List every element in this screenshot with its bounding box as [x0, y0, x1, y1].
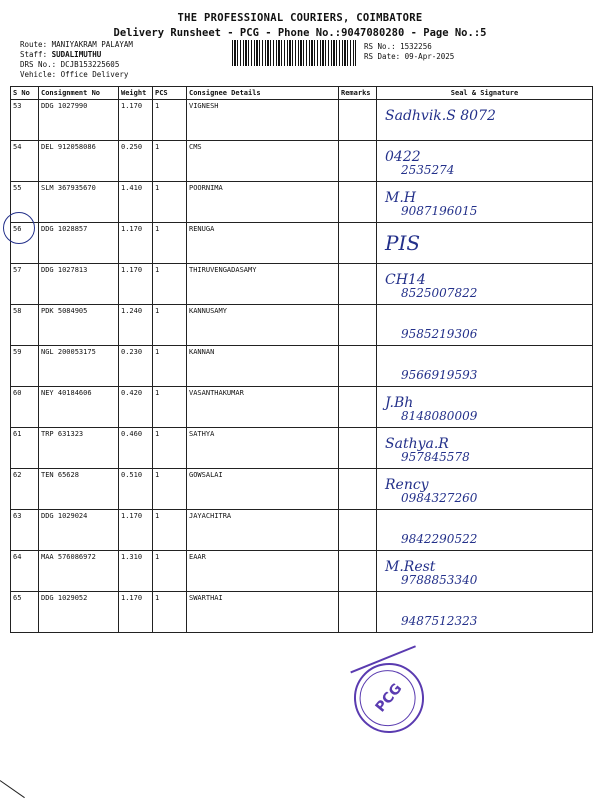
cell-weight: 0.460 — [119, 428, 153, 469]
cell-remarks — [339, 100, 377, 141]
cell-signature — [377, 264, 593, 305]
cell-sno: 62 — [11, 469, 39, 510]
cell-consignee: RENUGA — [187, 223, 339, 264]
barcode — [232, 40, 356, 66]
cell-consignment: DDG 1027990 — [39, 100, 119, 141]
cell-consignment: MAA 576086972 — [39, 551, 119, 592]
cell-consignee: CMS — [187, 141, 339, 182]
col-pcs: PCS — [153, 87, 187, 100]
cell-consignee: KANNAN — [187, 346, 339, 387]
cell-consignment: NEY 40184606 — [39, 387, 119, 428]
pcg-stamp — [340, 649, 439, 748]
cell-pcs: 1 — [153, 592, 187, 633]
cell-sno: 57 — [11, 264, 39, 305]
cell-weight: 0.250 — [119, 141, 153, 182]
handwritten-signature: CH14 — [385, 272, 426, 288]
drs-number: DRS No.: DCJB153225605 — [20, 60, 120, 69]
cell-sno: 58 — [11, 305, 39, 346]
cell-remarks — [339, 141, 377, 182]
cell-pcs: 1 — [153, 387, 187, 428]
table-row — [11, 387, 593, 428]
cell-weight: 1.170 — [119, 223, 153, 264]
handwritten-signature: M.Rest — [385, 559, 436, 575]
handwritten-phone: 957845578 — [401, 450, 470, 464]
cell-consignee: KANNUSAMY — [187, 305, 339, 346]
handwritten-signature: Sadhvik.S 8072 — [385, 108, 496, 124]
cell-signature — [377, 510, 593, 551]
cell-weight: 0.420 — [119, 387, 153, 428]
col-weight: Weight — [119, 87, 153, 100]
cell-consignee: POORNIMA — [187, 182, 339, 223]
cell-sno: 55 — [11, 182, 39, 223]
cell-remarks — [339, 469, 377, 510]
cell-weight: 1.170 — [119, 100, 153, 141]
runsheet-table — [10, 86, 593, 633]
cell-weight: 1.170 — [119, 592, 153, 633]
row-56-circle-mark — [3, 212, 35, 244]
table-row — [11, 305, 593, 346]
document-title: THE PROFESSIONAL COURIERS, COIMBATORE — [177, 12, 423, 24]
cell-sno: 63 — [11, 510, 39, 551]
cell-signature — [377, 469, 593, 510]
cell-sno: 53 — [11, 100, 39, 141]
cell-remarks — [339, 428, 377, 469]
handwritten-signature: Sathya.R — [385, 436, 449, 452]
rs-date: RS Date: 09-Apr-2025 — [364, 52, 455, 61]
cell-consignment: DDG 1028857 — [39, 223, 119, 264]
cell-consignee: THIRUVENGADASAMY — [187, 264, 339, 305]
handwritten-phone: 9842290522 — [401, 532, 478, 546]
cell-signature — [377, 592, 593, 633]
cell-signature — [377, 551, 593, 592]
handwritten-phone: 8525007822 — [401, 286, 478, 300]
cell-remarks — [339, 182, 377, 223]
table-row — [11, 346, 593, 387]
cell-pcs: 1 — [153, 182, 187, 223]
cell-pcs: 1 — [153, 141, 187, 182]
cell-consignee: JAYACHITRA — [187, 510, 339, 551]
cell-weight: 1.240 — [119, 305, 153, 346]
cell-consignee: VIGNESH — [187, 100, 339, 141]
staff-value: SUDALIMUTHU — [51, 50, 102, 59]
cell-pcs: 1 — [153, 346, 187, 387]
table-row — [11, 551, 593, 592]
cell-consignee: SATHYA — [187, 428, 339, 469]
cell-consignment: PDK 5084905 — [39, 305, 119, 346]
cell-consignment: TRP 631323 — [39, 428, 119, 469]
cell-remarks — [339, 551, 377, 592]
cell-weight: 0.510 — [119, 469, 153, 510]
cell-consignment: NGL 200053175 — [39, 346, 119, 387]
table-row — [11, 510, 593, 551]
vehicle: Vehicle: Office Delivery — [20, 70, 129, 79]
col-consignment: Consignment No — [39, 87, 119, 100]
handwritten-phone: 9585219306 — [401, 327, 478, 341]
cell-pcs: 1 — [153, 305, 187, 346]
col-consignee: Consignee Details — [187, 87, 339, 100]
table-row — [11, 100, 593, 141]
cell-sno: 64 — [11, 551, 39, 592]
rs-number: RS No.: 1532256 — [364, 42, 432, 51]
col-sno: S No — [11, 87, 39, 100]
table-row — [11, 469, 593, 510]
cell-weight: 1.310 — [119, 551, 153, 592]
table-row — [11, 141, 593, 182]
corner-mark — [0, 780, 25, 798]
cell-signature — [377, 223, 593, 264]
cell-remarks — [339, 346, 377, 387]
cell-consignee: GOWSALAI — [187, 469, 339, 510]
route: Route: MANIYAKRAM PALAYAM — [20, 40, 133, 49]
cell-pcs: 1 — [153, 100, 187, 141]
handwritten-signature: 0422 — [385, 149, 421, 165]
cell-sno: 60 — [11, 387, 39, 428]
document-subtitle: Delivery Runsheet - PCG - Phone No.:9047080280 - Page No.:5 — [113, 27, 487, 39]
handwritten-signature: M.H — [385, 190, 416, 206]
cell-pcs: 1 — [153, 223, 187, 264]
cell-sno: 56 — [11, 223, 39, 264]
cell-remarks — [339, 305, 377, 346]
cell-sno: 65 — [11, 592, 39, 633]
handwritten-phone: 9087196015 — [401, 204, 478, 218]
meta-left — [20, 40, 133, 80]
cell-signature — [377, 305, 593, 346]
cell-consignment: TEN 65628 — [39, 469, 119, 510]
cell-consignment: DEL 912058086 — [39, 141, 119, 182]
handwritten-phone: 9788853340 — [401, 573, 478, 587]
cell-consignment: DDG 1029052 — [39, 592, 119, 633]
meta-right — [364, 42, 454, 62]
cell-signature — [377, 428, 593, 469]
table-row — [11, 592, 593, 633]
cell-consignment: DDG 1027813 — [39, 264, 119, 305]
handwritten-phone: 9566919593 — [401, 368, 478, 382]
cell-signature — [377, 141, 593, 182]
cell-remarks — [339, 592, 377, 633]
cell-signature — [377, 182, 593, 223]
table-row — [11, 223, 593, 264]
table-header — [11, 87, 593, 100]
cell-consignment: DDG 1029024 — [39, 510, 119, 551]
cell-weight: 1.170 — [119, 264, 153, 305]
cell-consignee: EAAR — [187, 551, 339, 592]
cell-signature — [377, 387, 593, 428]
handwritten-phone: 8148080009 — [401, 409, 478, 423]
cell-sno: 54 — [11, 141, 39, 182]
cell-remarks — [339, 510, 377, 551]
cell-sno: 61 — [11, 428, 39, 469]
col-remarks: Remarks — [339, 87, 377, 100]
handwritten-phone: 2535274 — [401, 163, 455, 177]
cell-pcs: 1 — [153, 264, 187, 305]
cell-weight: 1.410 — [119, 182, 153, 223]
cell-remarks — [339, 387, 377, 428]
cell-pcs: 1 — [153, 428, 187, 469]
cell-weight: 0.230 — [119, 346, 153, 387]
cell-signature — [377, 346, 593, 387]
staff-label: Staff: — [20, 50, 52, 59]
staff — [20, 50, 133, 60]
cell-weight: 1.170 — [119, 510, 153, 551]
handwritten-signature: PIS — [385, 231, 421, 255]
cell-pcs: 1 — [153, 469, 187, 510]
handwritten-signature: J.Bh — [385, 395, 414, 411]
cell-consignment: SLM 367935670 — [39, 182, 119, 223]
cell-remarks — [339, 223, 377, 264]
cell-consignee: VASANTHAKUMAR — [187, 387, 339, 428]
handwritten-signature: Rency — [385, 477, 429, 493]
cell-sno: 59 — [11, 346, 39, 387]
cell-pcs: 1 — [153, 551, 187, 592]
table-row — [11, 264, 593, 305]
table-row — [11, 428, 593, 469]
cell-remarks — [339, 264, 377, 305]
col-signature: Seal & Signature — [377, 87, 593, 100]
handwritten-phone: 0984327260 — [401, 491, 478, 505]
cell-signature — [377, 100, 593, 141]
table-row — [11, 182, 593, 223]
cell-pcs: 1 — [153, 510, 187, 551]
stamp-text: PCG — [372, 680, 406, 716]
cell-consignee: SWARTHAI — [187, 592, 339, 633]
handwritten-phone: 9487512323 — [401, 614, 478, 628]
